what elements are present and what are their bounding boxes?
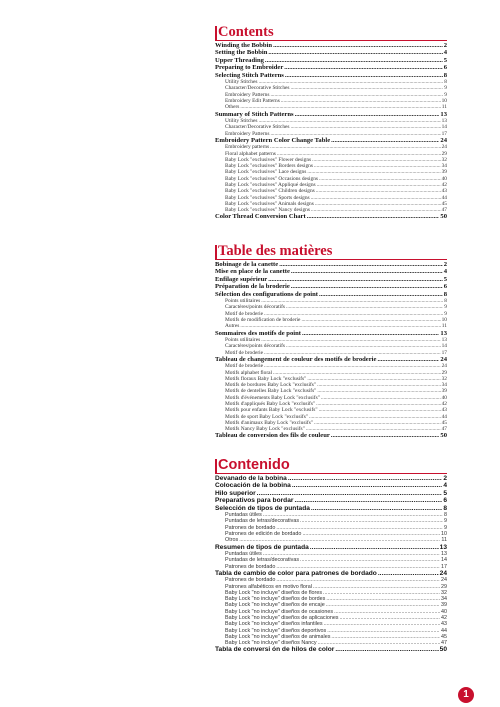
- entry-page-number: 50: [440, 213, 447, 221]
- dot-leader: [335, 646, 438, 653]
- entry-label: Resumen de tipos de puntada: [215, 543, 309, 551]
- entry-page-number: 4: [443, 482, 447, 490]
- toc-entry: [215, 646, 447, 653]
- entry-label: Patrones de bordado: [225, 563, 276, 570]
- entry-page-number: 47: [441, 207, 447, 214]
- entry-label: Character/Decorative Stitches: [225, 124, 290, 131]
- dot-leader: [291, 283, 443, 290]
- toc-list: [215, 42, 447, 221]
- entry-label: Baby Lock "no incluye" diseños de flores: [225, 589, 323, 596]
- entry-page-number: 2: [443, 261, 447, 268]
- entry-label: Patrones alfabéticos en motivo floral: [225, 583, 312, 590]
- entry-label: Motifs pour enfants Baby Lock "exclusifs": [225, 407, 318, 414]
- entry-label: Preparativos para bordar: [215, 497, 294, 505]
- entry-label: Motifs floraux Baby Lock "exclusifs": [225, 375, 307, 382]
- dot-leader: [285, 72, 443, 79]
- dot-leader: [279, 261, 443, 268]
- entry-page-number: 47: [441, 426, 447, 433]
- entry-page-number: 39: [441, 388, 447, 395]
- entry-label: Bobinage de la canette: [215, 261, 279, 268]
- entry-page-number: 40: [441, 608, 447, 615]
- entry-page-number: 9: [444, 518, 447, 525]
- entry-label: Embroidery Edit Patterns: [225, 97, 280, 104]
- entry-page-number: 8: [444, 79, 447, 86]
- toc-entry: [215, 261, 447, 268]
- entry-page-number: 9: [444, 91, 447, 98]
- entry-page-number: 2: [443, 42, 447, 49]
- toc-entry: [215, 72, 447, 79]
- entry-label: Otros: [225, 537, 239, 544]
- entry-page-number: 8: [444, 298, 447, 305]
- entry-page-number: 14: [441, 557, 447, 564]
- entry-page-number: 45: [441, 633, 447, 640]
- entry-page-number: 34: [441, 596, 447, 603]
- entry-label: Embroidery Pattern Color Change Table: [215, 136, 331, 144]
- entry-page-number: 42: [441, 182, 447, 188]
- entry-label: Sommaires des motifs de point: [215, 329, 301, 337]
- entry-label: Baby Lock "no incluye" diseños de bordes: [225, 596, 326, 603]
- entry-label: Baby Lock "exclusives" Sports designs: [225, 194, 310, 201]
- toc-entry: [215, 268, 447, 275]
- entry-page-number: 50: [439, 646, 447, 654]
- dot-leader: [307, 213, 440, 220]
- entry-page-number: 5: [443, 56, 447, 64]
- toc-section-spanish: [215, 459, 447, 654]
- dot-leader: [378, 570, 439, 577]
- section-header: [215, 245, 447, 259]
- entry-page-number: 39: [441, 602, 447, 609]
- entry-page-number: 47: [441, 640, 447, 647]
- entry-page-number: 29: [441, 369, 447, 376]
- entry-page-number: 13: [441, 550, 447, 557]
- entry-label: Baby Lock "no incluye" diseños de encaje: [225, 602, 325, 609]
- entry-label: Patrones de edición de bordado: [225, 530, 302, 537]
- entry-page-number: 17: [441, 130, 447, 137]
- toc-entry: [215, 42, 447, 49]
- entry-label: Baby Lock "exclusives" Occasions designs: [225, 175, 319, 182]
- toc-entry: [215, 49, 447, 56]
- entry-page-number: 4: [443, 268, 447, 276]
- entry-page-number: 50: [440, 432, 447, 440]
- entry-label: Caractères/points décoratifs: [225, 343, 286, 350]
- dot-leader: [302, 330, 439, 337]
- entry-page-number: 40: [441, 394, 447, 401]
- entry-label: Baby Lock "no incluye" diseños de animales: [225, 633, 331, 640]
- entry-page-number: 9: [444, 310, 447, 317]
- entry-label: Mise en place de la canette: [215, 268, 290, 276]
- section-header: [215, 26, 447, 40]
- entry-label: Puntadas útiles: [225, 512, 262, 519]
- entry-page-number: 34: [441, 382, 447, 389]
- entry-page-number: 32: [441, 375, 447, 382]
- entry-page-number: 11: [441, 104, 447, 111]
- entry-page-number: 13: [441, 336, 447, 343]
- entry-page-number: 17: [441, 349, 447, 356]
- entry-label: Baby Lock "no incluye" diseños de aplicaciones: [225, 615, 339, 621]
- section-title: Contents: [218, 24, 274, 40]
- entry-page-number: 32: [441, 156, 447, 163]
- entry-label: Tableau de changement de couleur des motifs de broderie: [215, 355, 377, 363]
- entry-label: Tableau de conversion des fils de couleur: [215, 432, 330, 440]
- entry-page-number: 40: [441, 175, 447, 182]
- entry-label: Baby Lock "exclusives" Borders designs: [225, 163, 313, 170]
- toc-entry: [215, 356, 447, 363]
- entry-label: Baby Lock "no incluye" diseños deportivos: [225, 627, 327, 634]
- toc-entry: [215, 505, 447, 512]
- entry-label: Puntadas de letras/decorativas: [225, 518, 300, 525]
- toc-entry: [215, 64, 447, 71]
- dot-leader: [310, 544, 439, 551]
- entry-label: Puntadas útiles: [225, 550, 262, 557]
- entry-page-number: 5: [443, 275, 447, 283]
- toc-entry: [215, 544, 447, 551]
- entry-label: Embroidery patterns: [225, 144, 270, 151]
- entry-label: Embroidery Patterns: [225, 130, 270, 137]
- entry-label: Baby Lock "exclusives" Appliqué designs: [225, 182, 316, 188]
- toc-entry: [215, 482, 447, 489]
- entry-page-number: 9: [444, 524, 447, 531]
- entry-label: Character/Decorative Stitches: [225, 85, 290, 92]
- entry-page-number: 10: [441, 530, 447, 537]
- entry-label: Motifs alphabet floral: [225, 369, 273, 376]
- entry-label: Baby Lock "exclusives" Animals designs: [225, 200, 314, 207]
- entry-label: Baby Lock "exclusives" Nancy designs: [225, 207, 310, 214]
- entry-label: Motifs d'animaux Baby Lock "exclusifs": [225, 419, 314, 426]
- toc-entry: [215, 213, 447, 220]
- toc-entry: [215, 497, 447, 504]
- dot-leader: [311, 505, 442, 512]
- toc-entry: [215, 432, 447, 439]
- entry-page-number: 10: [441, 97, 447, 104]
- entry-page-number: 39: [441, 169, 447, 176]
- toc-list: [215, 475, 447, 654]
- entry-page-number: 43: [441, 621, 447, 628]
- entry-label: Motifs de sport Baby Lock "exclusifs": [225, 413, 309, 420]
- toc-section-french: [215, 245, 447, 440]
- entry-label: Motif de broderie: [225, 310, 264, 317]
- entry-page-number: 2: [443, 475, 447, 482]
- entry-page-number: 32: [441, 589, 447, 596]
- entry-page-number: 29: [441, 150, 447, 157]
- entry-page-number: 6: [443, 497, 447, 505]
- entry-page-number: 44: [441, 194, 447, 201]
- section-title: Contenido: [218, 457, 290, 473]
- entry-page-number: 43: [441, 188, 447, 195]
- entry-label: Tabla de cambio de color para patrones de bordado: [215, 569, 377, 577]
- section-title: Table des matières: [218, 243, 333, 259]
- entry-label: Enfilage supérieur: [215, 275, 268, 283]
- entry-page-number: 45: [441, 419, 447, 426]
- entry-page-number: 14: [441, 124, 447, 131]
- entry-label: Patrones de bordado: [225, 524, 276, 531]
- entry-page-number: 24: [441, 577, 447, 584]
- entry-label: Motifs de bordures Baby Lock "exclusifs": [225, 382, 317, 389]
- entry-label: Preparing to Embroider: [215, 64, 284, 72]
- dot-leader: [291, 268, 443, 275]
- entry-label: Upper Threading: [215, 56, 264, 64]
- entry-label: Floral alphabet patterns: [225, 150, 276, 157]
- entry-page-number: 8: [444, 512, 447, 519]
- entry-page-number: 17: [441, 563, 447, 570]
- entry-page-number: 8: [443, 290, 447, 298]
- entry-page-number: 45: [441, 200, 447, 207]
- dot-leader: [319, 291, 443, 298]
- entry-label: Baby Lock "no incluye" diseños Nancy: [225, 640, 317, 647]
- entry-label: Summary of Stitch Patterns: [215, 110, 294, 118]
- entry-page-number: 13: [440, 329, 447, 337]
- entry-page-number: 29: [441, 583, 447, 590]
- entry-page-number: 24: [439, 569, 447, 577]
- entry-label: Colocación de la bobina: [215, 482, 291, 490]
- entry-label: Préparation de la broderie: [215, 283, 290, 291]
- entry-label: Points utilitaires: [225, 336, 261, 343]
- entry-page-number: 5: [443, 489, 447, 497]
- entry-label: Motif de broderie: [225, 349, 264, 356]
- dot-leader: [295, 111, 440, 118]
- entry-label: Color Thread Conversion Chart: [215, 213, 306, 221]
- entry-page-number: 43: [441, 407, 447, 414]
- entry-label: Others: [225, 104, 240, 111]
- entry-label: Motifs de dentelles Baby Lock "exclusifs": [225, 388, 317, 395]
- toc-entry: [215, 111, 447, 118]
- entry-page-number: 13: [441, 117, 447, 124]
- entry-label: Baby Lock "exclusives" Flower designs: [225, 156, 312, 163]
- entry-label: Winding the Bobbin: [215, 42, 273, 49]
- entry-page-number: 6: [443, 283, 447, 291]
- dot-leader: [284, 64, 442, 71]
- entry-page-number: 6: [443, 64, 447, 72]
- entry-page-number: 8: [443, 71, 447, 79]
- entry-page-number: 24: [441, 363, 447, 370]
- dot-leader: [331, 432, 440, 439]
- entry-label: Motif de broderie: [225, 363, 264, 370]
- entry-label: Selección de tipos de puntada: [215, 504, 310, 512]
- entry-label: Autres: [225, 323, 240, 330]
- dot-leader: [257, 490, 443, 497]
- entry-label: Motifs d'appliqués Baby Lock "exclusifs": [225, 401, 316, 407]
- entry-page-number: 13: [440, 110, 447, 118]
- dot-leader: [331, 137, 439, 144]
- entry-page-number: 44: [441, 627, 447, 634]
- entry-page-number: 10: [441, 316, 447, 323]
- entry-page-number: 24: [440, 136, 447, 144]
- toc-entry: [215, 291, 447, 298]
- dot-leader: [273, 42, 443, 49]
- dot-leader: [292, 482, 442, 489]
- entry-label: Patrones de bordado: [225, 577, 276, 584]
- dot-leader: [268, 49, 442, 56]
- entry-page-number: 34: [441, 163, 447, 170]
- entry-label: Utility Stitches: [225, 79, 258, 86]
- entry-label: Baby Lock "exclusives" Children designs: [225, 188, 315, 195]
- entry-label: Points utilitaires: [225, 298, 261, 305]
- section-header: [215, 459, 447, 473]
- entry-page-number: 42: [441, 615, 447, 621]
- toc-list: [215, 261, 447, 440]
- entry-label: Devanado de la bobina: [215, 475, 287, 482]
- entry-page-number: 11: [441, 537, 447, 544]
- entry-label: Baby Lock "no incluye" diseños de ocasiones: [225, 608, 334, 615]
- entry-label: Utility Stitches: [225, 117, 258, 124]
- toc-entry: [215, 570, 447, 577]
- toc-entry: [215, 490, 447, 497]
- entry-page-number: 9: [444, 85, 447, 92]
- entry-label: Selecting Stitch Patterns: [215, 71, 284, 79]
- dot-leader: [377, 356, 439, 363]
- toc-entry: [215, 283, 447, 290]
- entry-page-number: 4: [443, 49, 447, 57]
- entry-page-number: 9: [444, 304, 447, 311]
- entry-page-number: 24: [441, 144, 447, 151]
- entry-label: Tabla de conversi ón de hilos de color: [215, 646, 335, 654]
- entry-label: Motifs d'événements Baby Lock "exclusifs": [225, 394, 320, 401]
- dot-leader: [265, 57, 443, 64]
- toc-entry: [215, 57, 447, 64]
- entry-label: Caractères/points décoratifs: [225, 304, 286, 311]
- entry-label: Hilo superior: [215, 489, 256, 497]
- entry-page-number: 24: [440, 355, 447, 363]
- entry-label: Baby Lock "exclusives" Lace designs: [225, 169, 307, 176]
- entry-label: Motifs Nancy Baby Lock "exclusifs": [225, 426, 305, 433]
- entry-label: Embroidery Patterns: [225, 91, 270, 98]
- entry-page-number: 13: [439, 543, 447, 551]
- entry-label: Puntadas de letras/decorativas: [225, 557, 300, 564]
- dot-leader: [294, 497, 442, 504]
- entry-page-number: 42: [441, 401, 447, 407]
- entry-page-number: 8: [443, 504, 447, 512]
- entry-label: Motifs de modification de broderie: [225, 316, 301, 323]
- entry-label: Sélection des configurations de point: [215, 290, 318, 298]
- toc-section-english: [215, 26, 447, 221]
- entry-label: Setting the Bobbin: [215, 49, 268, 57]
- entry-page-number: 44: [441, 413, 447, 420]
- toc-entry: [215, 137, 447, 144]
- toc-entry: [215, 475, 447, 482]
- dot-leader: [288, 475, 443, 482]
- page-number-badge: 1: [458, 687, 474, 703]
- dot-leader: [268, 276, 443, 283]
- entry-page-number: 11: [441, 323, 447, 330]
- entry-label: Baby Lock "no incluye" diseños infantiles: [225, 621, 323, 628]
- entry-page-number: 14: [441, 343, 447, 350]
- toc-entry: [215, 276, 447, 283]
- toc-entry: [215, 330, 447, 337]
